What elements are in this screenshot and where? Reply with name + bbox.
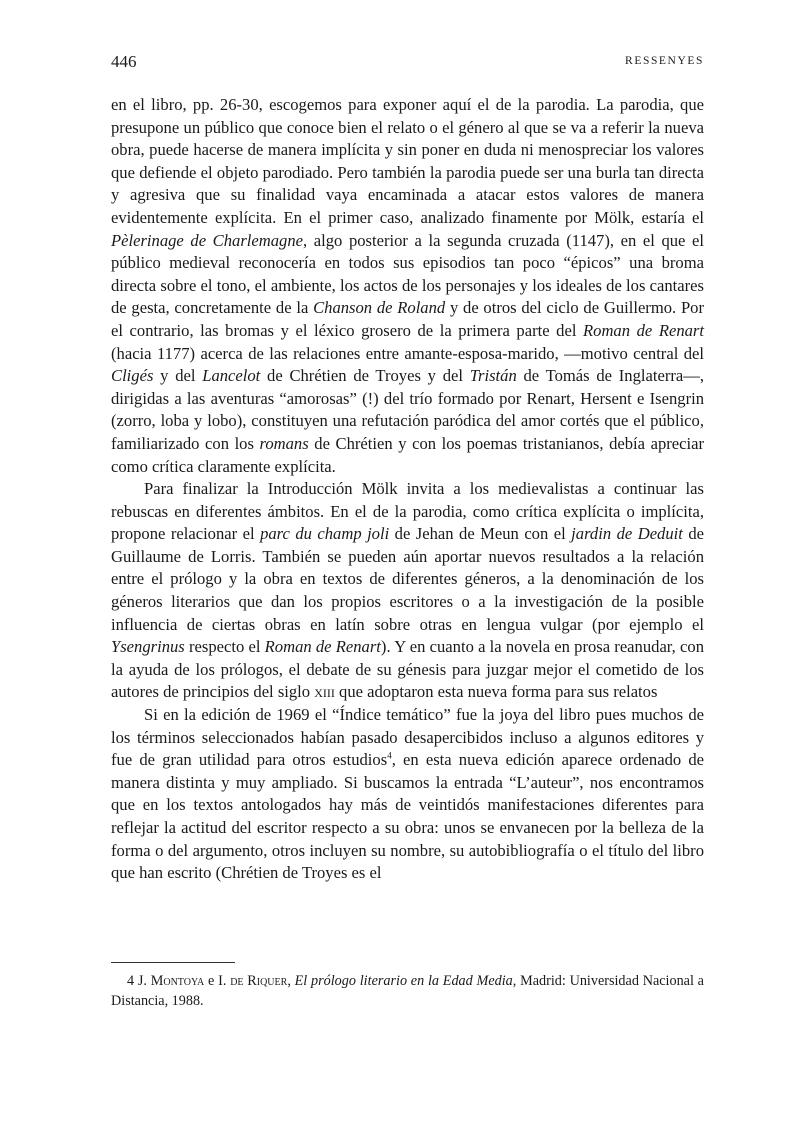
text-run: que adoptaron esta nueva forma para sus relatos <box>334 682 658 702</box>
text-run: de Guillaume de Lorris. También se pueden aún aportar nuevos resultados a la relación entre el prólogo y la obra en textos de diferentes géneros, a la denominación de los géneros literarios que dan los propios escritores o a la investigación de la posible influencia de ciertas obras en latín sobre otras en lengua vulgar (por ejemplo el <box>111 524 704 634</box>
text-run: , en esta nueva edición aparece ordenado de manera distinta y muy ampliado. Si buscamos la entrada “L’auteur”, nos encontramos que en los textos antologados hay más de veintidós manifestaciones diferentes para reflejar la actitud del escritor respecto a su obra: unos se envanecen por la belleza de la forma o del argumento, otros incluyen su nombre, su autobibliografía o el título del libro que han escrito (Chrétien de Troyes es el <box>111 750 704 883</box>
italic-title: El prólogo literario en la Edad Media <box>294 973 513 989</box>
text-run: de Chrétien de Troyes y del <box>260 366 470 386</box>
small-caps-text: de Riquer <box>230 973 288 989</box>
text-run: respecto el <box>184 637 265 657</box>
italic-title: Roman de Renart <box>264 637 381 657</box>
text-run: e I. <box>204 973 231 989</box>
text-run: y de otros del ciclo de Guillermo. Por el contrario, las bromas y el léxico grosero de la primera parte del <box>111 298 704 340</box>
paragraph-1 <box>111 94 704 478</box>
italic-title: parc du champ joli <box>260 524 390 544</box>
paragraph-2 <box>111 478 704 704</box>
small-caps-text: xiii <box>314 682 335 702</box>
italic-title: Cligés <box>111 366 154 386</box>
text-run: (hacia 1177) acerca de las relaciones entre amante-esposa-marido, —motivo central del <box>111 343 704 363</box>
footnote-rule <box>111 962 235 963</box>
italic-title: Pèlerinage de Charlemagne <box>111 230 304 250</box>
text-run: 4 J. <box>127 973 151 989</box>
text-run: en el libro, pp. 26-30, escogemos para exponer aquí el de la parodia. La parodia, que presupone un público que conoce bien el relato o el género al que se va a referir la nueva obra, puede hacerse de manera implícita y sin poner en duda ni menospreciar los valores que defiende el objeto parodiado. Pero también la parodia puede ser una burla tan directa y agresiva que su finalidad vaya encaminada a atacar estos valores de manera evidentemente explícita. En el primer caso, analizado finamente por Mölk, estaría el <box>111 95 704 227</box>
text-run: , <box>287 973 295 989</box>
text-run: Si en la edición de 1969 el “Índice temático” fue la joya del libro pues muchos de los términos seleccionados habían pasado desapercibidos incluso a algunos editores y fue de gran utilidad para otros estudios <box>111 705 704 770</box>
footnote-4 <box>111 972 704 1011</box>
footnote-ref: 4 <box>387 750 392 761</box>
text-run: ). Y en cuanto a la novela en prosa reanudar, con la ayuda de los prólogos, el debate de su génesis para juzgar mejor el cometido de los autores de principios del siglo <box>111 637 704 702</box>
italic-title: Tristán <box>469 366 517 386</box>
text-run: y del <box>153 366 203 386</box>
running-head: RESSENYES <box>625 55 704 67</box>
small-caps-text: Montoya <box>150 973 205 989</box>
text-run: , Madrid: Universidad Nacional a Distancia, 1988. <box>111 973 704 1009</box>
page-number: 446 <box>111 52 137 71</box>
page-header <box>111 52 704 74</box>
body-text <box>111 94 704 885</box>
paragraph-3 <box>111 704 704 885</box>
italic-title: Roman de Renart <box>583 320 704 340</box>
text-run: , algo posterior a la segunda cruzada (1147), en el que el público medieval reconocería en todos sus episodios tan poco “épicos” una broma directa sobre el tono, el ambiente, los actos de los personajes y los ideales de los cantares de gesta, concretamente de la <box>111 230 705 318</box>
italic-title: Chanson de Roland <box>313 298 446 318</box>
text-run: de Chrétien y con los poemas tristanianos, debía apreciar como crítica claramente explícita. <box>111 433 704 476</box>
text-run: de Jehan de Meun con el <box>389 524 572 544</box>
italic-title: Ysengrinus <box>111 637 185 657</box>
text-run: de Tomás de Inglaterra—, dirigidas a las aventuras “amorosas” (!) del trío formado por Renart, Hersent e Isengrin (zorro, loba y lobo), constituyen una refutación paródica del amor cortés que el público, familiarizado con los <box>111 366 704 453</box>
italic-title: romans <box>259 433 309 453</box>
italic-title: jardin de Deduit <box>571 524 683 544</box>
italic-title: Lancelot <box>202 366 261 386</box>
text-run: Para finalizar la Introducción Mölk invita a los medievalistas a continuar las rebuscas en diferentes ámbitos. En el de la parodia, como crítica explícita o implícita, propone relacionar el <box>111 479 704 544</box>
